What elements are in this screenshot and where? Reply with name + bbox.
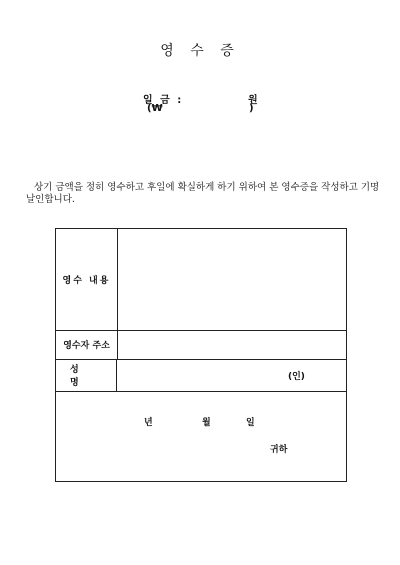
name-value: [118, 359, 346, 391]
currency-open: (₩: [147, 103, 163, 114]
amount-unit: 원: [248, 95, 258, 106]
currency-close: ): [249, 103, 254, 114]
seal-mark: (인): [288, 371, 305, 382]
year-label: 년: [144, 418, 153, 428]
name-row: [56, 359, 346, 392]
document-title: 영 수 증: [160, 43, 240, 59]
receipt-content-row: [56, 229, 346, 331]
addressee-label: 귀하: [270, 445, 288, 455]
name-label: 성 명: [56, 359, 117, 391]
receipt-content-label: 영수 내용: [56, 229, 118, 330]
day-label: 일: [246, 418, 255, 428]
receiver-address-row: [56, 330, 346, 360]
month-label: 월: [202, 418, 211, 428]
receipt-content-value: [118, 229, 346, 330]
receipt-statement: 상기 금액을 정히 영수하고 후일에 확실하게 하기 위하여 본 영수증을 작성하고 기명 날인합니다.: [26, 182, 380, 205]
receiver-address-label: 영수자 주소: [56, 330, 118, 359]
receiver-address-value: [118, 330, 346, 359]
receipt-table: [55, 228, 347, 482]
amount-label: 일 금 :: [143, 95, 184, 106]
